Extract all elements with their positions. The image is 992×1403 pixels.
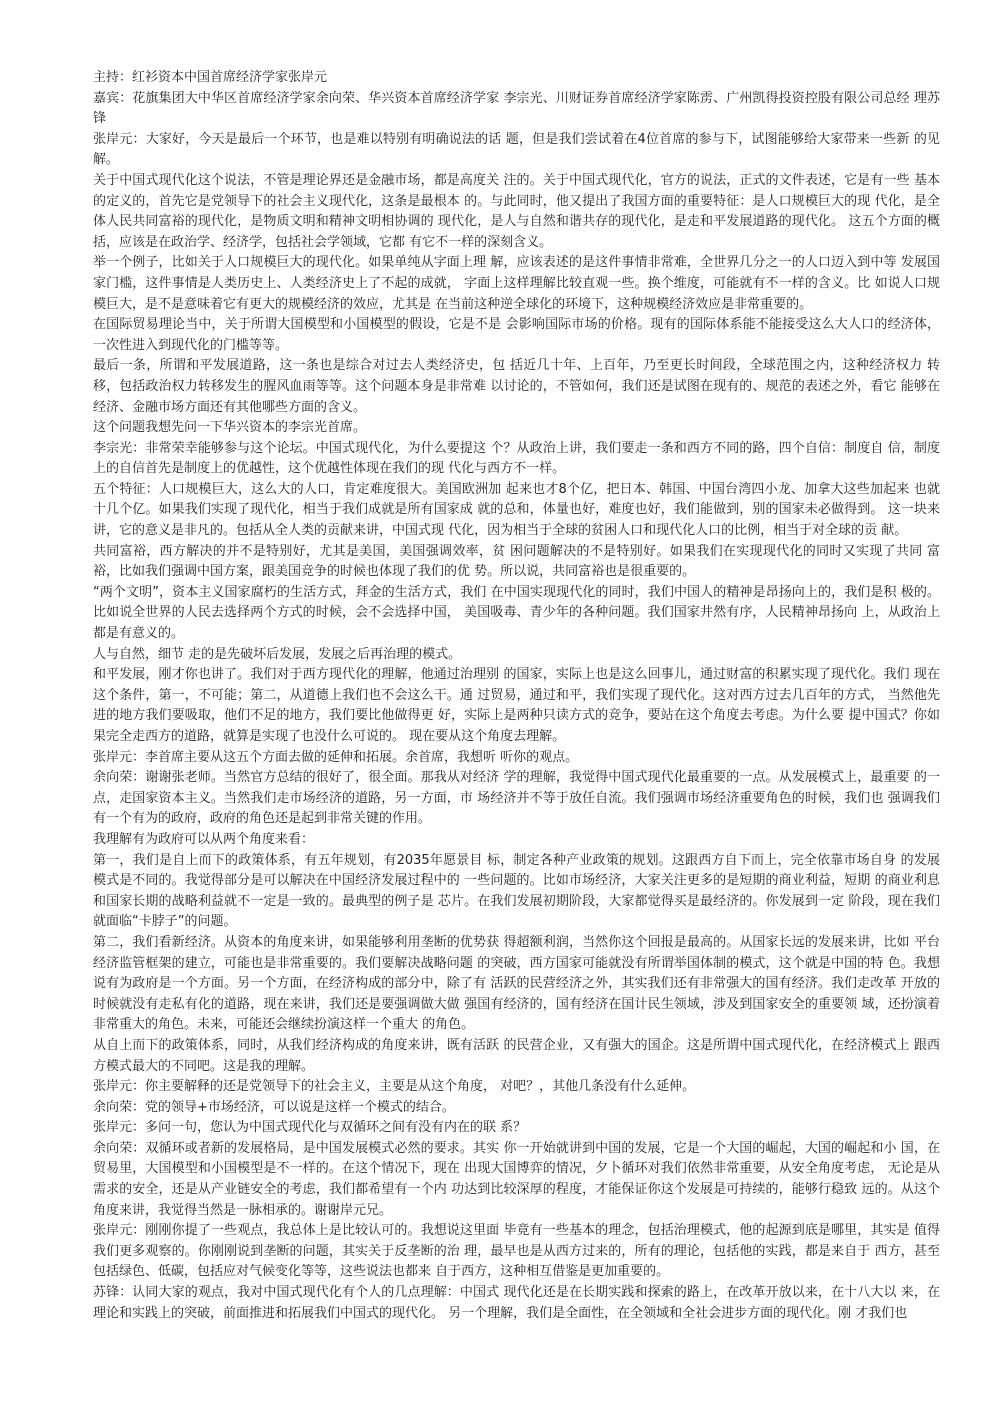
paragraph: 在国际贸易理论当中，关于所谓大国模型和小国模型的假设，它是不是 会影响国际市场的价格。现有的国际体系能不能接受这么大人口的经济体，一次性进入到现代化的门槛等等。 <box>93 317 940 353</box>
paragraph: 张岸元：刚刚你提了一些观点，我总体上是比较认可的。我想说这里面 毕竟有一些基本的理念，包括治理模式，他的起源到底是哪里，其实是 值得我们更多观察的。你刚刚说到垄断的问题，其实关于反垄断的治 理，最早也是从西方过来的，所有的理论，包括他的实践，都是来自于 西方，甚至包括绿色、低碳，包括应对气候变化等等，这些说法也都来 自于西方，这种相互借鉴是更加重要的。 <box>93 1223 940 1280</box>
paragraph: 李宗光：非常荣幸能够参与这个论坛。中国式现代化，为什么要提这 个？从政治上讲，我们要走一条和西方不同的路，四个自信：制度自 信，制度上的自信首先是制度上的优越性，这个优越性体现在我们的现 代化与西方不一样。 <box>93 440 940 477</box>
paragraph: 张岸元：多问一句，您认为中国式现代化与双循环之间有没有内在的联 系？ <box>93 1120 527 1136</box>
paragraph: 余向荣：双循环或者新的发展格局，是中国发展模式必然的要求。其实 你一开始就讲到中国的发展，它是一个大国的崛起，大国的崛起和小 国，在贸易里，大国模型和小国模型是不一样的。在这个情况下，现在 出现大国博弈的情况，夕卜循环对我们依然非常重要，从安全角度考虑， 无论是从需求的安全，还是从产业链安全的考虑，我们都希望有一个内 功达到比较深厚的程度，才能保证你这个发展是可持续的，能够行稳致 远的。从这个角度来讲，我觉得当然是一脉相承的。谢谢岸元兄。 <box>93 1140 940 1218</box>
host-line: 主持：红衫资本中国首席经济学家张岸元 <box>93 70 328 85</box>
paragraph: 第二，我们看新经济。从资本的角度来讲，如果能够利用垄断的优势获 得超额利润，当然你这个回报是最高的。从国家长远的发展来讲，比如 平台经济监管框架的建立，可能也是非常重要的。我们要解决战略问题 的突破，西方国家可能就没有所谓举国体制的模式，这个就是中国的特 色。我想说有为政府是一个方面。另一个方面，在经济构成的部分中，除了有 活跃的民营经济之外，其实我们还有非常强大的国有经济。我们走改革 开放的时候就没有走私有化的道路，现在来讲，我们还是要强调做大做 强国有经济的，国有经济在国计民生领域，涉及到国家安全的重要领 域，还扮演着非常重大的角色。未来，可能还会继续扮演这样一个重大 的角色。 <box>93 934 940 1033</box>
paragraph: 张岸元：李首席主要从这五个方面去做的延伸和拓展。余首席，我想听 听你的观点。 <box>93 749 579 765</box>
paragraph: 举一个例子，比如关于人口规模巨大的现代化。如果单纯从字面上理 解，应该表述的是这件事情非常难，全世界几分之一的人口迈入到中等 发展国家门槛，这件事情是人类历史上、人类经济史上了不起的成就， 字面上这样理解比较直观一些。换个维度，可能就有不一样的含义。比 如说人口规模巨大，是不是意味着它有更大的规模经济的效应，尤其是 在当前这种逆全球化的环境下，这种规模经济效应是非常重要的。 <box>93 255 940 312</box>
paragraph: 关于中国式现代化这个说法，不管是理论界还是金融市场，都是高度关 注的。关于中国式现代化，官方的说法，正式的文件表述，它是有一些 基本的定义的，首先它是党领导下的社会主义现代化，这条是最根本 的。与此同时，他又提出了我国方面的重要特征：是人口规模巨大的现 代化，是全体人民共同富裕的现代化，是物质文明和精神文明相协调的 现代化，是人与自然和谐共存的现代化，是走和平发展道路的现代化。 这五个方面的概括，应该是在政治学、经济学，包括社会学领域，它都 有它不一样的深刻含义。 <box>93 172 940 250</box>
paragraph: 共同富裕，西方解决的并不是特别好，尤其是美国，美国强调效率，贫 困问题解决的不是特别好。如果我们在实现现代化的同时又实现了共同 富裕，比如我们强调中国方案，跟美国竞争的时候也体现了我们的优 势。所以说，共同富裕也是很重要的。 <box>93 543 940 580</box>
paragraph: 张岸元：大家好，今天是最后一个环节，也是难以特别有明确说法的话 题，但是我们尝试着在4位首席的参与下，试图能够给大家带来一些新 的见解。 <box>93 131 940 168</box>
paragraph: 张岸元：你主要解释的还是党领导下的社会主义，主要是从这个角度， 对吧？，其他几条没有什么延伸。 <box>93 1079 696 1095</box>
paragraph: 余向荣：党的领导+市场经济，可以说是这样一个模式的结合。 <box>93 1099 455 1115</box>
paragraph: 我理解有为政府可以从两个角度来看： <box>93 831 315 847</box>
paragraph: 人与自然，细节 走的是先破坏后发展，发展之后再治理的模式。 <box>93 646 462 662</box>
paragraph: 第一，我们是自上而下的政策体系，有五年规划，有2035年愿景目 标，制定各种产业政策的规划。这跟西方自下而上，完全依靠市场自身 的发展模式是不同的。我觉得部分是可以解决在中国经济发展过程中的 一些问题的。比如市场经济，大家关注更多的是短期的商业利益，短期 的商业利息和国家长期的战略利益就不一定是一致的。最典型的例子是 芯片。在我们发展初期阶段，大家都觉得买是最经济的。你发展到一定 阶段，现在我们就面临“卡脖子”的问题。 <box>93 852 940 930</box>
paragraph: “两个文明”，资本主义国家腐朽的生活方式，拜金的生活方式，我们 在中国实现现代化的同时，我们中国人的精神是昂扬向上的，我们是积 极的。比如说全世界的人民去选择两个方式的时候，会不会选择中国， 美国吸毒、青少年的各种问题。我们国家井然有序，人民精神昂扬向 上，从政治上都是有意义的。 <box>93 584 940 642</box>
guests-line: 嘉宾：花旗集团大中华区首席经济学家余向荣、华兴资本首席经济学家 李宗光、川财证券首席经济学家陈雳、广州凯得投资控股有限公司总经 理苏锋 <box>93 90 940 127</box>
paragraph: 最后一条，所谓和平发展道路，这一条也是综合对过去人类经济史，包 括近几十年、上百年，乃至更长时间段，全球范围之内，这种经济权力 转移，包括政治权力转移发生的腥风血雨等等。这个问题本身是非常难 以讨论的，不管如何，我们还是试图在现有的、规范的表述之外，看它 能够在经济、金融市场方面还有其他哪些方面的含义。 <box>93 358 940 415</box>
paragraph: 五个特征：人口规模巨大，这么大的人口，肯定难度很大。美国欧洲加 起来也才8个亿，把日本、韩国、中国台湾四小龙、加拿大这些加起来 也就十几个亿。如果我们实现了现代化，相当于我们成就是所有国家成 就的总和，体量也好，难度也好，我们能做到，别的国家未必做得到。 这一块来讲，它的意义是非凡的。包括从全人类的贡献来讲，中国式现 代化，因为相当于全球的贫困人口和现代化人口的比例，相当于对全球的贡 献。 <box>93 481 940 539</box>
paragraph: 余向荣：谢谢张老师。当然官方总结的很好了，很全面。那我从对经济 学的理解，我觉得中国式现代化最重要的一点。从发展模式上，最重要 的一点，走国家资本主义。当然我们走市场经济的道路，另一方面，市 场经济并不等于放任自流。我们强调市场经济重要角色的时候，我们也 强调我们有一个有为的政府，政府的角色还是起到非常关键的作用。 <box>93 770 940 827</box>
paragraph: 苏锋：认同大家的观点，我对中国式现代化有个人的几点理解：中国式 现代化还是在长期实践和探索的路上，在改革开放以来，在十八大以 来，在理论和实践上的突破，前面推进和拓展我们中国式的现代化。 另一个理解，我们是全面性，在全领域和全社会进步方面的现代化。刚 才我们也 <box>93 1285 940 1321</box>
paragraph: 这个问题我想先问一下华兴资本的李宗光首席。 <box>93 420 367 436</box>
paragraph: 和平发展，刚才你也讲了。我们对于西方现代化的理解，他通过治理别 的国家，实际上也是这么回事儿，通过财富的积累实现了现代化。我们 现在这个条件，第一，不可能；第二，从道德上我们也不会这么干。通 过贸易，通过和平，我们实现了现代化。这对西方过去几百年的方式， 当然他先进的地方我们要吸取，他们不足的地方，我们要比他做得更 好，实际上是两种只读方式的竞争，要站在这个角度去考虑。为什么要 提中国式？你如果完全走西方的道路，就算是实现了也没什么可说的。 现在要从这个角度去理解。 <box>93 667 940 744</box>
paragraph: 从自上而下的政策体系，同时，从我们经济构成的角度来讲，既有活跃 的民营企业，又有强大的国企。这是所谓中国式现代化，在经济模式上 跟西方模式最大的不同吧。这是我的理解。 <box>93 1037 940 1074</box>
